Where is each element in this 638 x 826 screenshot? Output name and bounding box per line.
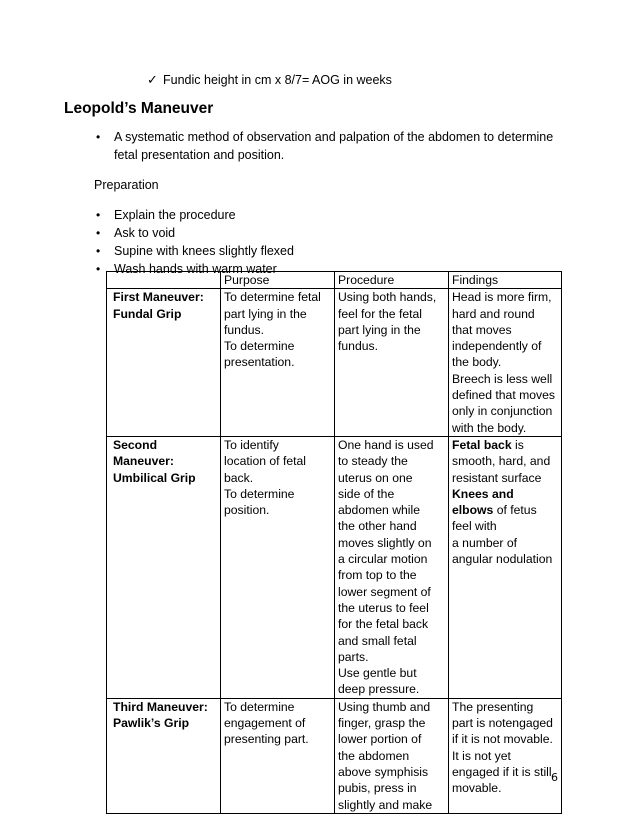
fundic-height-text: Fundic height in cm x 8/7= AOG in weeks <box>163 73 392 87</box>
table-row <box>107 436 562 698</box>
checkmark-icon: ✓ <box>147 72 158 87</box>
table-header-row <box>107 272 562 289</box>
fundic-height-note <box>147 72 392 88</box>
purpose-cell: To determine fetal part lying in the fundus. To determine presentation. <box>221 289 335 437</box>
bullet-icon: • <box>96 262 101 276</box>
leopold-maneuver-table <box>106 271 562 814</box>
bullet-icon: • <box>96 130 101 144</box>
bullet-icon: • <box>96 244 101 258</box>
maneuver-name-cell: Third Maneuver: Pawlik’s Grip <box>107 698 221 813</box>
preparation-label: Preparation <box>94 178 159 192</box>
bullet-icon: • <box>96 208 101 222</box>
section-heading: Leopold’s Maneuver <box>64 100 214 117</box>
knees-elbows-line: elbows of fetus <box>452 503 537 518</box>
purpose-cell: To identify location of fetal back. To determine position. <box>221 436 335 698</box>
preparation-list <box>96 206 294 278</box>
bullet-icon: • <box>96 226 101 240</box>
procedure-cell: Using both hands, feel for the fetal part lying in the fundus. <box>335 289 449 437</box>
table-row <box>107 698 562 813</box>
purpose-cell: To determine engagement of presenting part. <box>221 698 335 813</box>
procedure-cell: Using thumb and finger, grasp the lower portion of the abdomen above symphisis pubis, press in slightly and make <box>335 698 449 813</box>
intro-line: fetal presentation and position. <box>114 147 285 162</box>
header-cell-empty <box>107 272 221 289</box>
table-row <box>107 289 562 437</box>
intro-bullet <box>96 129 554 164</box>
header-cell-findings: Findings <box>449 272 562 289</box>
maneuver-name-cell: First Maneuver: Fundal Grip <box>107 289 221 437</box>
findings-cell: Head is more firm, hard and round that moves independently of the body. Breech is less well defined that moves only in conjunction with the body. <box>449 289 562 437</box>
findings-cell: Fetal back is smooth, hard, and resistant surface Knees and elbows of fetus feel with a number of angular nodulation <box>449 436 562 698</box>
list-item: • Supine with knees slightly flexed <box>96 244 294 258</box>
page-number: 6 <box>551 771 558 784</box>
fetal-back-line: Fetal back is <box>452 437 524 452</box>
header-cell-purpose: Purpose <box>221 272 335 289</box>
list-item: • Wash hands with warm water <box>96 262 277 276</box>
procedure-cell: One hand is used to steady the uterus on one side of the abdomen while the other hand moves slightly on a circular motion from top to the lower segment of the uterus to feel for the fetal back and small fetal parts. Use gentle but deep pressure. <box>335 436 449 698</box>
findings-cell: The presenting part is notengaged if it is not movable. It is not yet engaged if it is still movable. <box>449 698 562 813</box>
header-cell-procedure: Procedure <box>335 272 449 289</box>
list-item: • Ask to void <box>96 226 176 240</box>
maneuver-name-cell: Second Maneuver: Umbilical Grip <box>107 436 221 698</box>
list-item: • Explain the procedure <box>96 208 236 222</box>
intro-line: A systematic method of observation and palpation of the abdomen to determine <box>114 130 554 144</box>
